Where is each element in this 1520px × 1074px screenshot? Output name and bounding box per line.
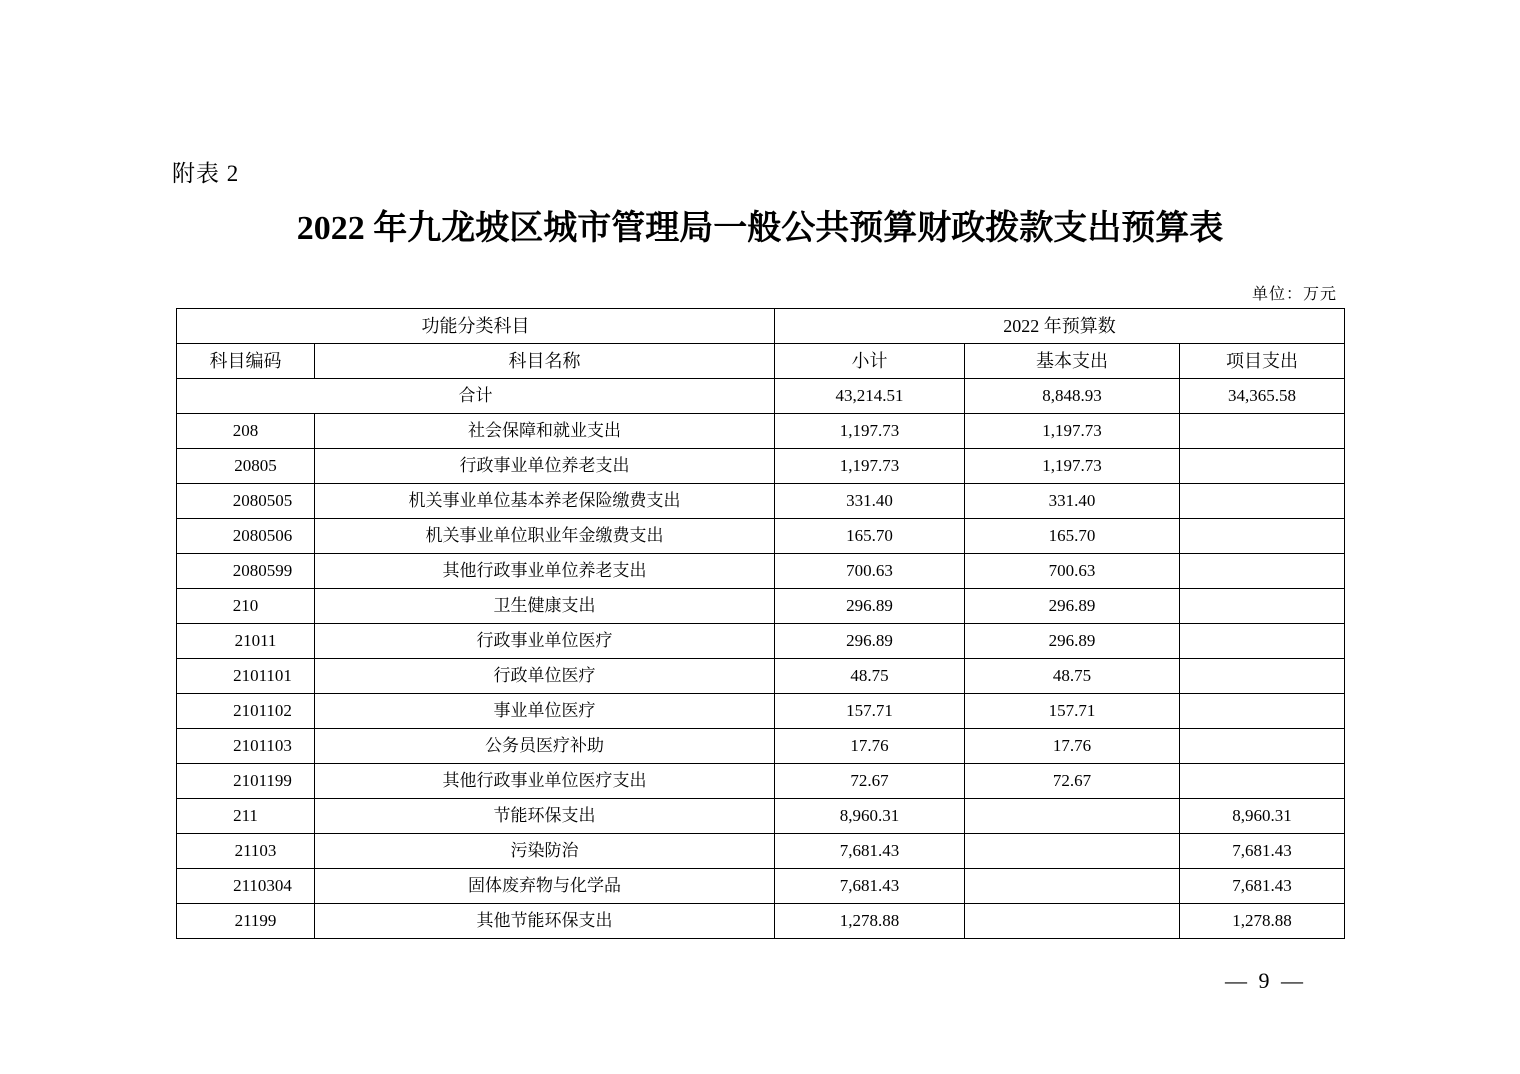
table-header-group-row xyxy=(177,309,1345,344)
table-row xyxy=(177,554,1345,589)
cell-project xyxy=(1180,659,1345,694)
cell-subject-name: 行政单位医疗 xyxy=(315,659,775,694)
cell-subject-code: 2101102 xyxy=(177,694,315,729)
cell-subject-name: 事业单位医疗 xyxy=(315,694,775,729)
cell-subject-code: 2101199 xyxy=(177,764,315,799)
cell-subject-code: 2080505 xyxy=(177,484,315,519)
cell-subtotal: 296.89 xyxy=(775,589,965,624)
cell-subtotal: 1,197.73 xyxy=(775,449,965,484)
total-label: 合计 xyxy=(177,379,775,414)
unit-note: 单位：万元 xyxy=(1251,286,1337,303)
column-header-name: 科目名称 xyxy=(315,344,775,379)
cell-subject-name: 卫生健康支出 xyxy=(315,589,775,624)
cell-project: 1,278.88 xyxy=(1180,904,1345,939)
cell-subtotal: 165.70 xyxy=(775,519,965,554)
cell-subject-name: 污染防治 xyxy=(315,834,775,869)
cell-subtotal: 157.71 xyxy=(775,694,965,729)
cell-subtotal: 17.76 xyxy=(775,729,965,764)
cell-subtotal: 7,681.43 xyxy=(775,869,965,904)
cell-basic: 331.40 xyxy=(965,484,1180,519)
table-row xyxy=(177,694,1345,729)
cell-subject-name: 其他行政事业单位医疗支出 xyxy=(315,764,775,799)
cell-subtotal: 8,960.31 xyxy=(775,799,965,834)
cell-subtotal: 331.40 xyxy=(775,484,965,519)
cell-basic: 17.76 xyxy=(965,729,1180,764)
cell-subject-name: 公务员医疗补助 xyxy=(315,729,775,764)
cell-basic: 165.70 xyxy=(965,519,1180,554)
cell-subject-name: 固体废弃物与化学品 xyxy=(315,869,775,904)
table-row xyxy=(177,414,1345,449)
page-number: — 9 — xyxy=(1225,968,1306,993)
cell-project xyxy=(1180,589,1345,624)
cell-subject-name: 节能环保支出 xyxy=(315,799,775,834)
column-header-basic: 基本支出 xyxy=(965,344,1180,379)
cell-subtotal: 1,197.73 xyxy=(775,414,965,449)
cell-subject-name: 行政事业单位医疗 xyxy=(315,624,775,659)
cell-project xyxy=(1180,519,1345,554)
total-basic: 8,848.93 xyxy=(965,379,1180,414)
cell-subject-name: 其他行政事业单位养老支出 xyxy=(315,554,775,589)
cell-subject-code: 20805 xyxy=(177,449,315,484)
total-subtotal: 43,214.51 xyxy=(775,379,965,414)
cell-basic xyxy=(965,904,1180,939)
table-row-total xyxy=(177,379,1345,414)
cell-subject-code: 2101101 xyxy=(177,659,315,694)
table-row xyxy=(177,764,1345,799)
table-row xyxy=(177,449,1345,484)
budget-table xyxy=(176,308,1345,939)
cell-subject-code: 21199 xyxy=(177,904,315,939)
cell-project xyxy=(1180,554,1345,589)
table-row xyxy=(177,589,1345,624)
cell-project xyxy=(1180,484,1345,519)
cell-basic: 1,197.73 xyxy=(965,449,1180,484)
table-row xyxy=(177,904,1345,939)
cell-subtotal: 7,681.43 xyxy=(775,834,965,869)
cell-project xyxy=(1180,449,1345,484)
page-title: 2022 年九龙坡区城市管理局一般公共预算财政拨款支出预算表 xyxy=(296,210,1224,247)
table-row xyxy=(177,729,1345,764)
cell-subtotal: 72.67 xyxy=(775,764,965,799)
cell-project xyxy=(1180,729,1345,764)
cell-subject-code: 208 xyxy=(177,414,315,449)
cell-subject-name: 其他节能环保支出 xyxy=(315,904,775,939)
cell-subject-code: 211 xyxy=(177,799,315,834)
total-project: 34,365.58 xyxy=(1180,379,1345,414)
cell-project xyxy=(1180,694,1345,729)
table-header-row xyxy=(177,344,1345,379)
cell-project: 8,960.31 xyxy=(1180,799,1345,834)
cell-subject-code: 21011 xyxy=(177,624,315,659)
cell-subject-code: 21103 xyxy=(177,834,315,869)
header-functional-category: 功能分类科目 xyxy=(177,309,775,344)
cell-basic: 48.75 xyxy=(965,659,1180,694)
column-header-project: 项目支出 xyxy=(1180,344,1345,379)
table-row xyxy=(177,484,1345,519)
cell-subject-code: 2110304 xyxy=(177,869,315,904)
cell-basic: 296.89 xyxy=(965,589,1180,624)
cell-subject-code: 2080599 xyxy=(177,554,315,589)
table-row xyxy=(177,519,1345,554)
cell-basic: 157.71 xyxy=(965,694,1180,729)
cell-project xyxy=(1180,414,1345,449)
cell-subtotal: 296.89 xyxy=(775,624,965,659)
table-row xyxy=(177,834,1345,869)
table-row xyxy=(177,659,1345,694)
cell-subject-name: 行政事业单位养老支出 xyxy=(315,449,775,484)
cell-project: 7,681.43 xyxy=(1180,834,1345,869)
cell-basic xyxy=(965,799,1180,834)
cell-basic: 1,197.73 xyxy=(965,414,1180,449)
column-header-code: 科目编码 xyxy=(177,344,315,379)
cell-subtotal: 48.75 xyxy=(775,659,965,694)
cell-subject-name: 社会保障和就业支出 xyxy=(315,414,775,449)
table-row xyxy=(177,869,1345,904)
cell-project xyxy=(1180,764,1345,799)
cell-basic xyxy=(965,834,1180,869)
cell-basic: 72.67 xyxy=(965,764,1180,799)
cell-subtotal: 700.63 xyxy=(775,554,965,589)
cell-subject-code: 2101103 xyxy=(177,729,315,764)
cell-basic: 700.63 xyxy=(965,554,1180,589)
cell-subject-name: 机关事业单位职业年金缴费支出 xyxy=(315,519,775,554)
cell-project xyxy=(1180,624,1345,659)
cell-project: 7,681.43 xyxy=(1180,869,1345,904)
attachment-label: 附表 2 xyxy=(172,161,240,186)
table-row xyxy=(177,624,1345,659)
header-budget-year: 2022 年预算数 xyxy=(775,309,1345,344)
cell-subtotal: 1,278.88 xyxy=(775,904,965,939)
cell-subject-name: 机关事业单位基本养老保险缴费支出 xyxy=(315,484,775,519)
column-header-subtotal: 小计 xyxy=(775,344,965,379)
table-row xyxy=(177,799,1345,834)
cell-subject-code: 210 xyxy=(177,589,315,624)
cell-subject-code: 2080506 xyxy=(177,519,315,554)
cell-basic xyxy=(965,869,1180,904)
cell-basic: 296.89 xyxy=(965,624,1180,659)
